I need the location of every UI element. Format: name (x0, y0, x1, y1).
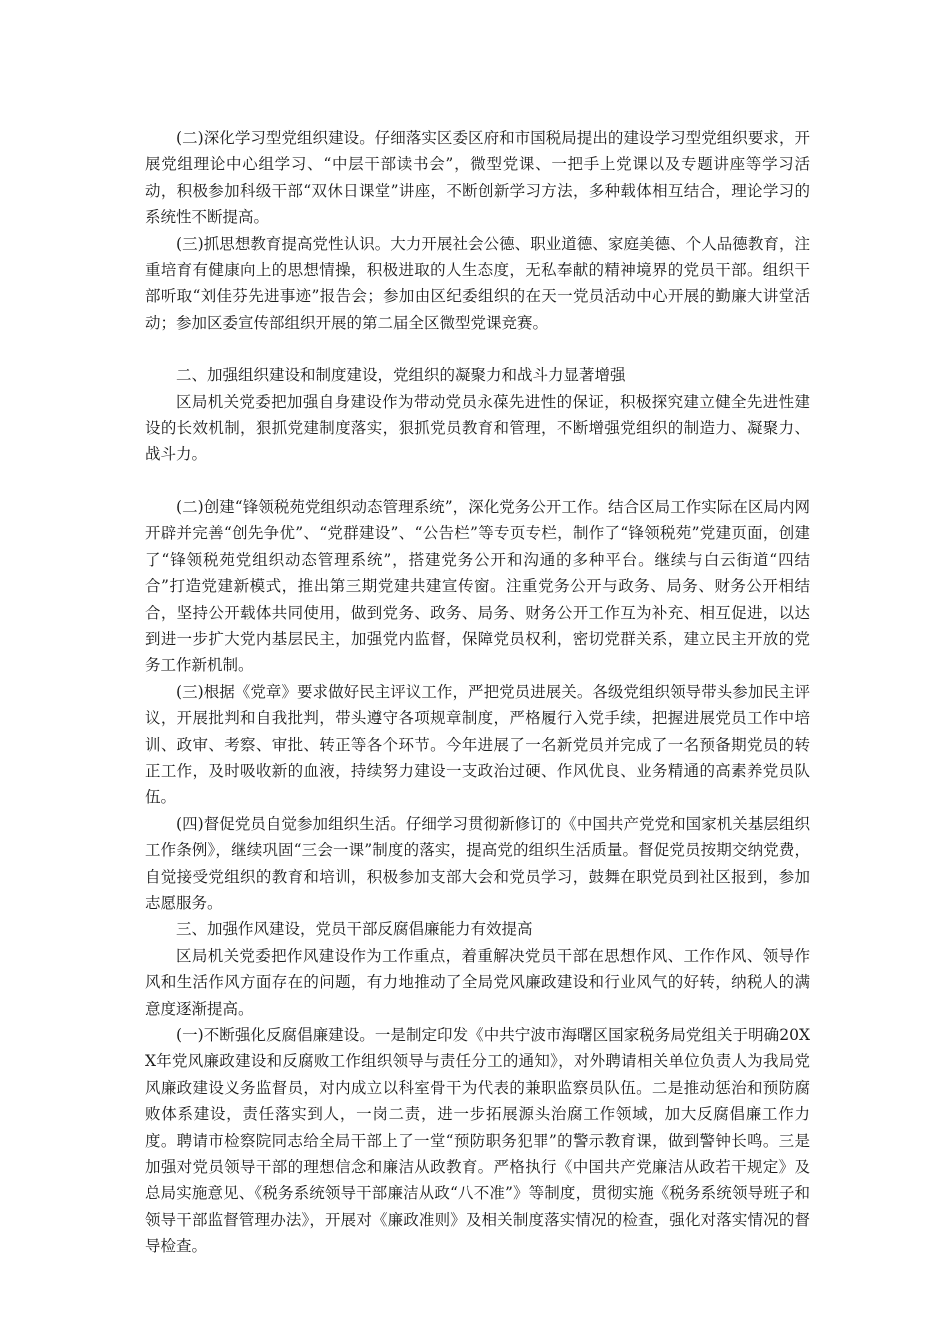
paragraph-organization-life: (四)督促党员自觉参加组织生活。仔细学习贯彻新修订的《中国共产党党和国家机关基层组织工作条例》，继续巩固“三会一课”制度的落实，提高党的组织生活质量。督促党员按期交纳党费，自觉接受党组织的教育和培训，积极参加支部大会和党员学习，鼓舞在职党员到社区报到，参加志愿服务。 (145, 814, 810, 912)
paragraph-organization-intro: 区局机关党委把加强自身建设作为带动党员永葆先进性的保证，积极探究建立健全先进性建设的长效机制，狠抓党建制度落实，狠抓党员教育和管理，不断增强党组织的制造力、凝聚力、战斗力。 (145, 392, 810, 464)
paragraph-management-system: (二)创建“锋领税苑党组织动态管理系统”，深化党务公开工作。结合区局工作实际在区局内网开辟并完善“创先争优”、“党群建设”、“公告栏”等专页专栏，制作了“锋领税苑”党建页面，创建了“锋领税苑党组织动态管理系统”，搭建党务公开和沟通的多种平台。继续与白云街道“四结合”打造党建新模式，推出第三期党建共建宣传窗。注重党务公开与政务、局务、财务公开相结合，坚持公开载体共同使用，做到党务、政务、局务、财务公开工作互为补充、相互促进，以达到进一步扩大党内基层民主，加强党内监督，保障党员权利，密切党群关系，建立民主开放的党务工作新机制。 (145, 497, 810, 675)
section-heading-work-style: 三、加强作风建设，党员干部反腐倡廉能力有效提高 (176, 920, 533, 939)
paragraph-anti-corruption: (一)不断强化反腐倡廉建设。一是制定印发《中共宁波市海曙区国家税务局党组关于明确20XX年党风廉政建设和反腐败工作组织领导与责任分工的通知》，对外聘请相关单位负责人为我局党风廉政建设义务监督员，对内成立以科室骨干为代表的兼职监察员队伍。二是推动惩治和预防腐败体系建设，责任落实到人，一岗二责，进一步拓展源头治腐工作领域，加大反腐倡廉工作力度。聘请市检察院同志给全局干部上了一堂“预防职务犯罪”的警示教育课，做到警钟长鸣。三是加强对党员领导干部的理想信念和廉洁从政教育。严格执行《中国共产党廉洁从政若干规定》及总局实施意见、《税务系统领导干部廉洁从政“八不准”》等制度，贯彻实施《税务系统领导班子和领导干部监督管理办法》，开展对《廉政准则》及相关制度落实情况的检查，强化对落实情况的督导检查。 (145, 1026, 810, 1256)
paragraph-ideological-education: (三)抓思想教育提高党性认识。大力开展社会公德、职业道德、家庭美德、个人品德教育，注重培育有健康向上的思想情操，积极进取的人生态度，无私奉献的精神境界的党员干部。组织干部听取“刘佳芬先进事迹”报告会；参加由区纪委组织的在天一党员活动中心开展的勤廉大讲堂活动；参加区委宣传部组织开展的第二届全区微型党课竞赛。 (145, 234, 810, 332)
paragraph-study-organization: (二)深化学习型党组织建设。仔细落实区委区府和市国税局提出的建设学习型党组织要求，开展党组理论中心组学习、“中层干部读书会”，微型党课、一把手上党课以及专题讲座等学习活动，积极参加科级干部“双休日课堂”讲座，不断创新学习方法，多种载体相互结合，理论学习的系统性不断提高。 (145, 129, 810, 227)
section-heading-organization: 二、加强组织建设和制度建设，党组织的凝聚力和战斗力显著增强 (176, 366, 626, 385)
document-page (145, 125, 810, 1260)
paragraph-work-style-intro: 区局机关党委把作风建设作为工作重点，着重解决党员干部在思想作风、工作作风、领导作风和生活作风方面存在的问题，有力地推动了全局党风廉政建设和行业风气的好转，纳税人的满意度逐渐提高。 (145, 946, 810, 1018)
paragraph-democratic-review: (三)根据《党章》要求做好民主评议工作，严把党员进展关。各级党组织领导带头参加民主评议，开展批判和自我批判，带头遵守各项规章制度，严格履行入党手续，把握进展党员工作中培训、政审、考察、审批、转正等各个环节。今年进展了一名新党员并完成了一名预备期党员的转正工作，及时吸收新的血液，持续努力建设一支政治过硬、作风优良、业务精通的高素养党员队伍。 (145, 682, 810, 807)
